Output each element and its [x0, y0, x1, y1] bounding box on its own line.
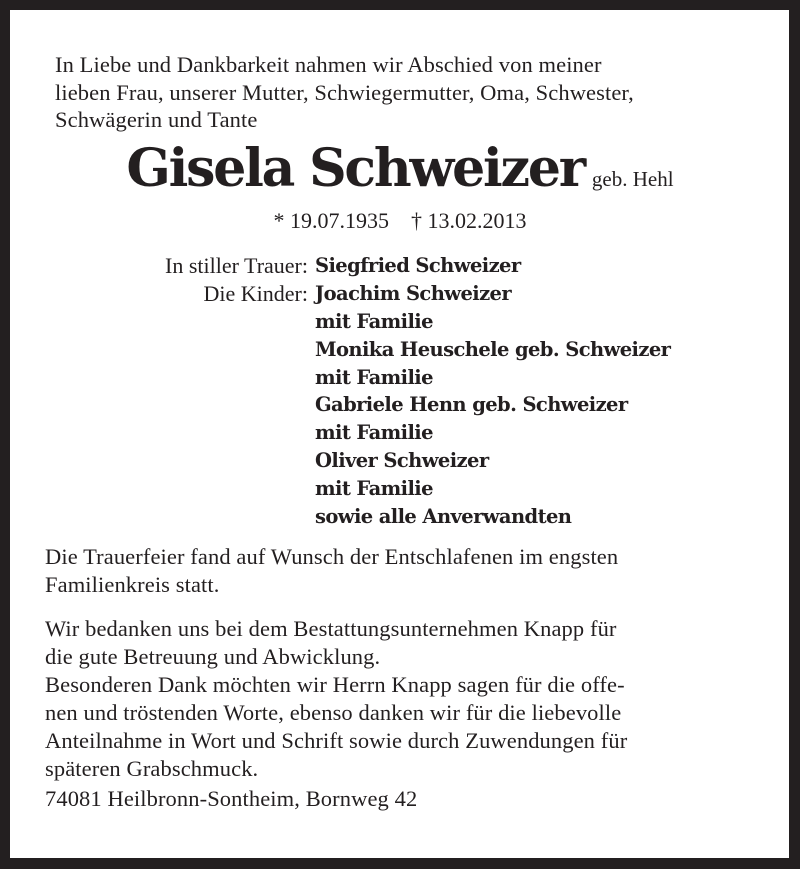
thanks-text [45, 615, 765, 783]
mourner-row [0, 364, 800, 392]
mourner-name: Joachim Schweizer [315, 281, 512, 305]
life-dates [0, 207, 800, 235]
intro-line: lieben Frau, unserer Mutter, Schwiegermutter, Oma, Schwester, [55, 79, 634, 105]
address [45, 785, 765, 813]
mourner-row [0, 308, 800, 336]
mourner-row [0, 391, 800, 419]
maiden-name: geb. Hehl [591, 167, 674, 191]
birth-date: * 19.07.1935 [273, 208, 389, 233]
mourners-list [0, 252, 800, 531]
mourner-name: sowie alle Anverwandten [315, 505, 572, 529]
thanks-line: die gute Betreuung und Abwicklung. [45, 644, 381, 669]
mourner-name: Gabriele Henn geb. Schweizer [315, 393, 628, 417]
intro-line: In Liebe und Dankbarkeit nahmen wir Abschied von meiner [55, 52, 602, 77]
mourner-label: In stiller Trauer: [165, 253, 308, 278]
intro-line: Schwägerin und Tante [55, 107, 258, 132]
thanks-line: Besonderen Dank möchten wir Herrn Knapp sagen für die offe- [45, 672, 625, 697]
funeral-line: Familienkreis statt. [45, 572, 220, 597]
mourner-row [0, 419, 800, 447]
mourner-row [0, 336, 800, 364]
mourner-name: Monika Heuschele geb. Schweizer [315, 337, 671, 361]
mourner-row [0, 252, 800, 280]
mourner-row [0, 280, 800, 308]
mourner-name: Oliver Schweizer [315, 449, 489, 473]
funeral-line: Die Trauerfeier fand auf Wunsch der Entschlafenen im engsten [45, 544, 619, 569]
death-date: † 13.02.2013 [411, 208, 527, 233]
address-line: 74081 Heilbronn-Sontheim, Bornweg 42 [45, 786, 418, 811]
mourner-name: mit Familie [315, 477, 433, 501]
mourner-name: mit Familie [315, 421, 433, 445]
thanks-line: Anteilnahme in Wort und Schrift sowie durch Zuwendungen für [45, 728, 628, 753]
funeral-info [45, 543, 765, 599]
mourner-row [0, 447, 800, 475]
mourner-name: Siegfried Schweizer [315, 254, 521, 277]
deceased-heading [0, 134, 800, 204]
mourner-name: mit Familie [315, 309, 433, 333]
thanks-line: späteren Grabschmuck. [45, 756, 259, 781]
thanks-line: Wir bedanken uns bei dem Bestattungsunternehmen Knapp für [45, 616, 617, 641]
mourner-name: mit Familie [315, 365, 433, 389]
mourner-row [0, 475, 800, 503]
deceased-name: Gisela Schweizer [126, 138, 584, 199]
mourner-label: Die Kinder: [203, 280, 308, 306]
thanks-line: nen und tröstenden Worte, ebenso danken wir für die liebevolle [45, 700, 622, 725]
intro-text [55, 51, 775, 134]
mourner-row [0, 503, 800, 531]
